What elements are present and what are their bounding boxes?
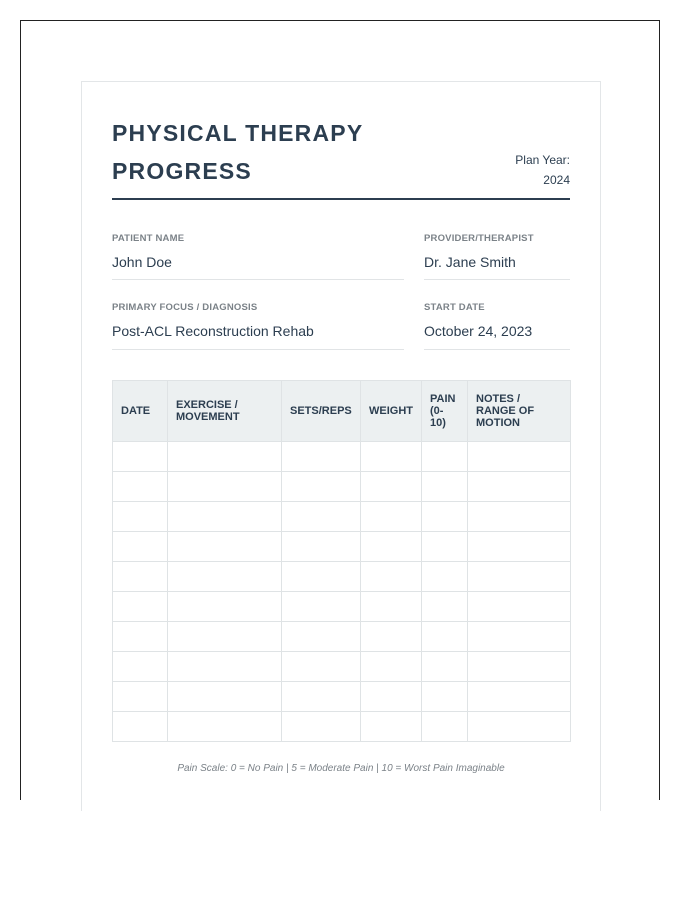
table-cell-notes[interactable] — [468, 712, 571, 742]
plan-year-value: 2024 — [543, 173, 570, 187]
table-cell-pain[interactable] — [422, 562, 468, 592]
provider-value: Dr. Jane Smith — [424, 254, 516, 270]
table-row — [113, 682, 571, 712]
table-cell-pain[interactable] — [422, 532, 468, 562]
start-date-label: START DATE — [424, 302, 485, 313]
table-cell-date[interactable] — [113, 682, 168, 712]
plan-year-label: Plan Year: — [515, 153, 570, 167]
table-cell-notes[interactable] — [468, 562, 571, 592]
diagnosis-field[interactable] — [112, 302, 404, 350]
table-body — [113, 442, 571, 742]
table-cell-notes[interactable] — [468, 652, 571, 682]
table-cell-pain[interactable] — [422, 592, 468, 622]
table-cell-notes[interactable] — [468, 502, 571, 532]
diagnosis-value: Post-ACL Reconstruction Rehab — [112, 323, 314, 339]
table-cell-weight[interactable] — [361, 592, 422, 622]
table-row — [113, 502, 571, 532]
table-cell-exercise[interactable] — [168, 472, 282, 502]
table-cell-notes[interactable] — [468, 592, 571, 622]
table-cell-date[interactable] — [113, 712, 168, 742]
table-cell-sets-reps[interactable] — [282, 532, 361, 562]
table-cell-exercise[interactable] — [168, 502, 282, 532]
pain-scale-footnote: Pain Scale: 0 = No Pain | 5 = Moderate Pain | 10 = Worst Pain Imaginable — [177, 763, 505, 774]
provider-label: PROVIDER/THERAPIST — [424, 233, 534, 244]
column-header-weight: WEIGHT — [361, 381, 422, 442]
table-cell-sets-reps[interactable] — [282, 712, 361, 742]
table-row — [113, 442, 571, 472]
table-row — [113, 712, 571, 742]
table-cell-date[interactable] — [113, 472, 168, 502]
table-cell-date[interactable] — [113, 442, 168, 472]
column-header-sets-reps: SETS/REPS — [282, 381, 361, 442]
table-row — [113, 472, 571, 502]
table-row — [113, 652, 571, 682]
table-cell-exercise[interactable] — [168, 532, 282, 562]
table-cell-sets-reps[interactable] — [282, 682, 361, 712]
patient-name-value: John Doe — [112, 254, 172, 270]
table-cell-weight[interactable] — [361, 472, 422, 502]
column-header-pain: PAIN (0-10) — [422, 381, 468, 442]
table-cell-pain[interactable] — [422, 502, 468, 532]
table-cell-notes[interactable] — [468, 622, 571, 652]
table-cell-weight[interactable] — [361, 682, 422, 712]
table-cell-sets-reps[interactable] — [282, 442, 361, 472]
table-cell-pain[interactable] — [422, 712, 468, 742]
patient-name-field[interactable] — [112, 233, 404, 280]
table-cell-weight[interactable] — [361, 532, 422, 562]
table-cell-pain[interactable] — [422, 442, 468, 472]
table-cell-weight[interactable] — [361, 442, 422, 472]
column-header-date: DATE — [113, 381, 168, 442]
table-cell-sets-reps[interactable] — [282, 502, 361, 532]
table-cell-weight[interactable] — [361, 712, 422, 742]
document-header — [112, 112, 570, 200]
table-cell-sets-reps[interactable] — [282, 592, 361, 622]
table-cell-exercise[interactable] — [168, 652, 282, 682]
table-row — [113, 562, 571, 592]
column-header-notes: NOTES / RANGE OF MOTION — [468, 381, 571, 442]
table-cell-exercise[interactable] — [168, 562, 282, 592]
table-cell-date[interactable] — [113, 562, 168, 592]
table-cell-notes[interactable] — [468, 472, 571, 502]
table-cell-weight[interactable] — [361, 562, 422, 592]
table-cell-pain[interactable] — [422, 652, 468, 682]
table-cell-exercise[interactable] — [168, 442, 282, 472]
table-cell-date[interactable] — [113, 592, 168, 622]
table-header-row — [113, 381, 571, 442]
table-cell-sets-reps[interactable] — [282, 652, 361, 682]
page-title: PHYSICAL THERAPY PROGRESS — [112, 120, 363, 184]
table-row — [113, 622, 571, 652]
table-cell-pain[interactable] — [422, 622, 468, 652]
table-cell-exercise[interactable] — [168, 622, 282, 652]
table-cell-notes[interactable] — [468, 682, 571, 712]
table-cell-date[interactable] — [113, 532, 168, 562]
table-cell-date[interactable] — [113, 502, 168, 532]
diagnosis-label: PRIMARY FOCUS / DIAGNOSIS — [112, 302, 258, 313]
patient-name-label: PATIENT NAME — [112, 233, 185, 244]
table-cell-notes[interactable] — [468, 532, 571, 562]
provider-field[interactable] — [424, 233, 570, 280]
table-row — [113, 532, 571, 562]
start-date-field[interactable] — [424, 302, 570, 350]
table-cell-weight[interactable] — [361, 622, 422, 652]
progress-log-table — [112, 380, 571, 742]
table-cell-weight[interactable] — [361, 652, 422, 682]
table-cell-sets-reps[interactable] — [282, 562, 361, 592]
table-cell-date[interactable] — [113, 622, 168, 652]
table-cell-exercise[interactable] — [168, 592, 282, 622]
table-cell-pain[interactable] — [422, 682, 468, 712]
table-cell-weight[interactable] — [361, 502, 422, 532]
table-cell-date[interactable] — [113, 652, 168, 682]
start-date-value: October 24, 2023 — [424, 323, 533, 339]
table-row — [113, 592, 571, 622]
table-cell-pain[interactable] — [422, 472, 468, 502]
table-cell-exercise[interactable] — [168, 682, 282, 712]
table-cell-sets-reps[interactable] — [282, 622, 361, 652]
table-cell-notes[interactable] — [468, 442, 571, 472]
table-cell-exercise[interactable] — [168, 712, 282, 742]
plan-year — [480, 150, 570, 190]
column-header-exercise: EXERCISE / MOVEMENT — [168, 381, 282, 442]
table-cell-sets-reps[interactable] — [282, 472, 361, 502]
